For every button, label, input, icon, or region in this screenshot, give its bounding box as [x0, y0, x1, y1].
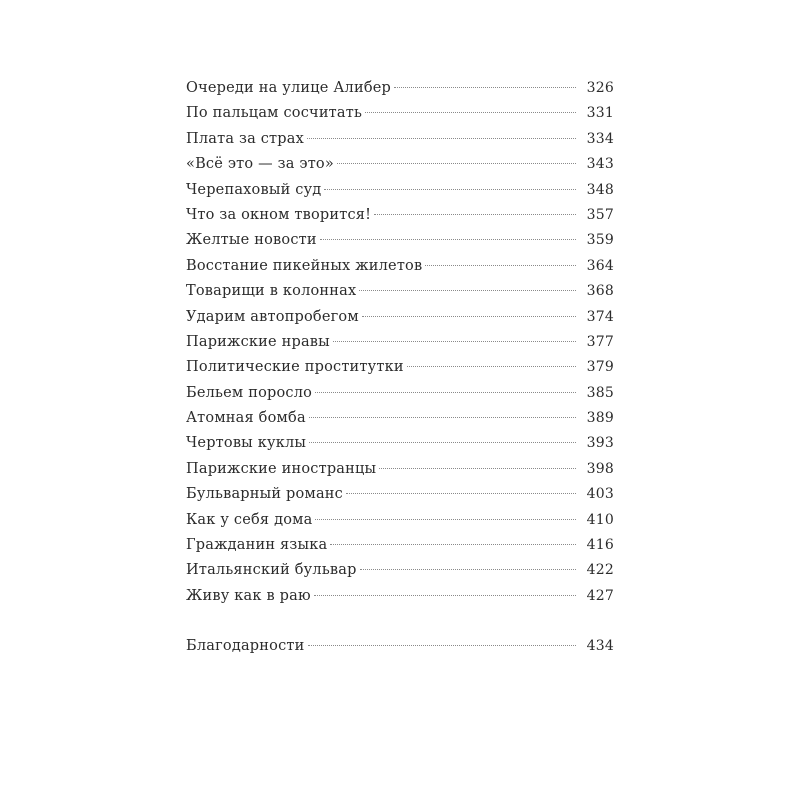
- toc-entry-title: Благодарности: [186, 638, 305, 655]
- toc-entry: [186, 178, 614, 203]
- toc-entry: [186, 279, 614, 304]
- toc-entry: [186, 482, 614, 507]
- dot-leader: [315, 392, 576, 393]
- toc-entry-page-number: 393: [586, 435, 614, 452]
- toc-entry-title: Бельем поросло: [186, 384, 313, 401]
- toc-entry-page-number: 348: [586, 181, 614, 198]
- toc-entry-page-number: 427: [586, 587, 614, 604]
- toc-entry-page-number: 416: [586, 537, 614, 554]
- toc-entry-title: Товарищи в колоннах: [186, 283, 357, 300]
- toc-entry: [186, 584, 614, 609]
- toc-entry-page-number: 343: [586, 156, 614, 173]
- toc-entry-page-number: 331: [586, 105, 614, 122]
- toc-entry-page-number: 389: [586, 410, 614, 427]
- toc-entry-page-number: 410: [586, 511, 614, 528]
- toc-entry-page-number: 359: [586, 232, 614, 249]
- dot-leader: [309, 442, 576, 443]
- dot-leader: [314, 595, 576, 596]
- toc-entry-title: Плата за страх: [186, 130, 304, 147]
- toc-entry-title: Итальянский бульвар: [186, 562, 357, 579]
- toc-entry-acknowledgements: [186, 634, 614, 659]
- dot-leader: [346, 493, 576, 494]
- toc-entry-title: Бульварный романс: [186, 486, 343, 503]
- toc-entry-page-number: 368: [586, 283, 614, 300]
- toc-entry-title: Живу как в раю: [186, 587, 311, 604]
- toc-entry: [186, 457, 614, 482]
- toc-entry-title: Черепаховый суд: [186, 181, 322, 198]
- toc-entry-title: Очереди на улице Алибер: [186, 80, 392, 96]
- dot-leader: [308, 645, 577, 646]
- toc-entry: [186, 431, 614, 456]
- toc-entry: [186, 254, 614, 279]
- dot-leader: [374, 214, 576, 215]
- toc-entry-title: Политические проститутки: [186, 359, 404, 376]
- toc-entry-page-number: 326: [586, 80, 614, 96]
- toc-entry-title: Ударим автопробегом: [186, 308, 359, 325]
- toc-entry-page-number: 385: [586, 384, 614, 401]
- toc-entry-page-number: 422: [586, 562, 614, 579]
- toc-entry: [186, 203, 614, 228]
- toc-entry-title: Что за окном творится!: [186, 206, 372, 223]
- toc-entry: [186, 228, 614, 253]
- toc-entry-page-number: 334: [586, 130, 614, 147]
- toc-entry: [186, 355, 614, 380]
- dot-leader: [360, 569, 576, 570]
- toc-entry-page-number: 434: [586, 638, 614, 655]
- toc-entry: [186, 76, 614, 101]
- toc-entry-title: Атомная бомба: [186, 410, 306, 427]
- toc-spacer: [186, 609, 614, 634]
- toc-entry-title: Желтые новости: [186, 232, 317, 249]
- toc-entry: [186, 381, 614, 406]
- toc-entry-title: Гражданин языка: [186, 537, 328, 554]
- toc-entry: [186, 558, 614, 583]
- toc-entry-page-number: 377: [586, 333, 614, 350]
- dot-leader: [394, 87, 576, 88]
- dot-leader: [309, 417, 576, 418]
- dot-leader: [362, 316, 576, 317]
- toc-entry-title: Восстание пикейных жилетов: [186, 257, 423, 274]
- dot-leader: [407, 366, 576, 367]
- toc-entry: [186, 533, 614, 558]
- toc-entry: [186, 152, 614, 177]
- toc-entry: [186, 406, 614, 431]
- table-of-contents: [186, 76, 614, 660]
- toc-entry-page-number: 357: [586, 206, 614, 223]
- toc-entry-title: Чертовы куклы: [186, 435, 307, 452]
- dot-leader: [359, 290, 576, 291]
- toc-entry: [186, 330, 614, 355]
- toc-entry: [186, 305, 614, 330]
- dot-leader: [379, 468, 576, 469]
- dot-leader: [307, 138, 576, 139]
- dot-leader: [425, 265, 576, 266]
- toc-entry-page-number: 398: [586, 460, 614, 477]
- toc-entry-list: [186, 76, 614, 609]
- dot-leader: [315, 519, 576, 520]
- toc-entry: [186, 127, 614, 152]
- dot-leader: [333, 341, 576, 342]
- toc-entry-page-number: 364: [586, 257, 614, 274]
- toc-entry-title: По пальцам сосчитать: [186, 105, 363, 122]
- toc-entry-title: «Всё это — за это»: [186, 156, 334, 173]
- toc-entry-title: Как у себя дома: [186, 511, 313, 528]
- toc-entry: [186, 101, 614, 126]
- toc-entry-title: Парижские нравы: [186, 333, 330, 350]
- dot-leader: [337, 163, 576, 164]
- dot-leader: [320, 239, 576, 240]
- dot-leader: [324, 189, 576, 190]
- toc-entry-page-number: 374: [586, 308, 614, 325]
- toc-entry-title: Парижские иностранцы: [186, 460, 377, 477]
- dot-leader: [365, 112, 576, 113]
- toc-entry-page-number: 379: [586, 359, 614, 376]
- toc-entry-page-number: 403: [586, 486, 614, 503]
- toc-entry: [186, 508, 614, 533]
- dot-leader: [330, 544, 576, 545]
